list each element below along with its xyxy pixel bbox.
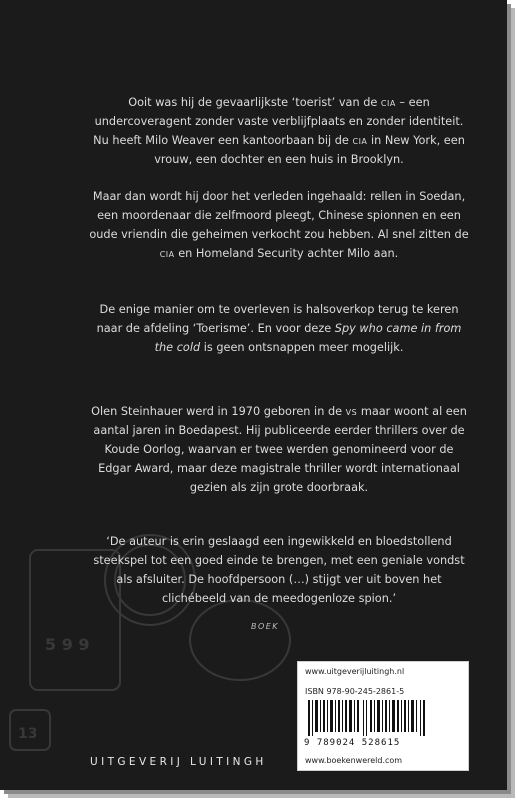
bookstore-url: www.boekenwereld.com <box>305 756 403 765</box>
description-paragraph-2: Maar dan wordt hij door het verleden ingehaald: rellen in Soedan, een moordenaar die zelfmoord pleegt, Chinese spionnen en een oude vriendin die geheimen verkocht zou hebben. Al snel zitten de cia en Homeland Security achter Milo aan. <box>89 190 469 260</box>
barcode-box <box>297 661 469 771</box>
quote-source: BOEK <box>250 622 280 631</box>
description-paragraph-3: De enige manier om te overleven is halsoverkop terug te keren naar de afdeling ‘Toerisme’. En voor deze Spy who came in from the cold is geen ontsnappen meer mogelijk. <box>96 303 462 354</box>
publisher-name: UITGEVERIJ LUITINGH <box>90 756 267 768</box>
author-bio: Olen Steinhauer werd in 1970 geboren in de vs maar woont al een aantal jaren in Boedapest. Hij publiceerde eerder thrillers over de Koude Oorlog, waarvan er twee werden genomineerd voor de Edgar Award, maar deze magistrale thriller wordt internationaal gezien als zijn grote doorbraak. <box>91 405 467 494</box>
publisher-url: www.uitgeverijluitingh.nl <box>305 667 405 676</box>
isbn-label: ISBN 978-90-245-2861-5 <box>305 687 405 696</box>
barcode-graphic <box>308 700 428 736</box>
description-paragraph-1: Ooit was hij de gevaarlijkste ‘toerist’ van de cia – een undercoveragent zonder vaste verblijfplaats en zonder identiteit. Nu heeft Milo Weaver een kantoorbaan bij de cia in New York, een vrouw, een dochter en een huis in Brooklyn. <box>93 96 465 166</box>
svg-text:13: 13 <box>18 726 38 742</box>
review-quote: ‘De auteur is erin geslaagd een ingewikkeld en bloedstollend steekspel tot een goed einde te brengen, met een geniale vondst als afsluiter. De hoofdpersoon (…) stijgt ver uit boven het clichébeeld van de meedogenloze spion.’ <box>93 535 465 605</box>
barcode-number: 9 789024 528615 <box>304 738 401 748</box>
svg-text:5 9 9: 5 9 9 <box>45 635 90 654</box>
